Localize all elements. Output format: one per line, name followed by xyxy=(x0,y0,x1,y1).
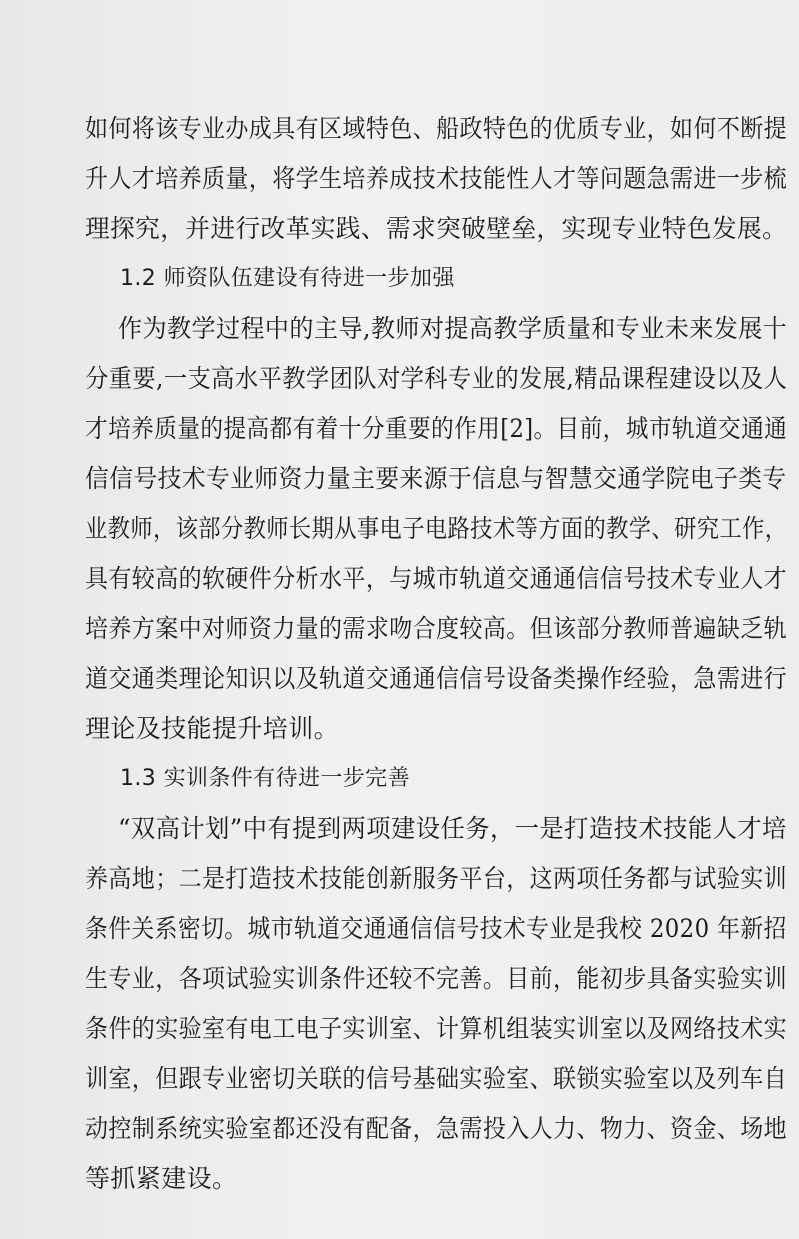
text-line: 具有较高的软硬件分析水平，与城市轨道交通通信信号技术专业人才 xyxy=(85,564,788,593)
text-line: 训室，但跟专业密切关联的信号基础实验室、联锁实验室以及列车自 xyxy=(85,1064,788,1093)
section-heading: 1.2 师资队伍建设有待进一步加强 xyxy=(120,266,455,291)
text-line: 如何将该专业办成具有区域特色、船政特色的优质专业，如何不断提 xyxy=(85,114,788,143)
text-line: 培养方案中对师资力量的需求吻合度较高。但该部分教师普遍缺乏轨 xyxy=(85,614,788,643)
text-line: 理探究，并进行改革实践、需求突破壁垒，实现专业特色发展。 xyxy=(85,214,788,243)
text-line: 信信号技术专业师资力量主要来源于信息与智慧交通学院电子类专 xyxy=(85,464,787,493)
text-line: 业教师，该部分教师长期从事电子电路技术等方面的教学、研究工作， xyxy=(85,514,788,543)
text-line: “双高计划”中有提到两项建设任务，一是打造技术技能人才培 xyxy=(118,814,787,843)
text-line: 作为教学过程中的主导,教师对提高教学质量和专业未来发展十 xyxy=(118,314,788,343)
text-line: 条件关系密切。城市轨道交通通信信号技术专业是我校 2020 年新招 xyxy=(85,914,787,943)
text-line: 理论及技能提升培训。 xyxy=(85,714,340,743)
text-line: 道交通类理论知识以及轨道交通通信信号设备类操作经验，急需进行 xyxy=(85,664,788,693)
text-line: 等抓紧建设。 xyxy=(85,1164,238,1193)
text-line: 养高地；二是打造技术技能创新服务平台，这两项任务都与试验实训 xyxy=(85,864,788,893)
text-line: 动控制系统实验室都还没有配备，急需投入人力、物力、资金、场地 xyxy=(85,1114,788,1143)
text-line: 分重要,一支高水平教学团队对学科专业的发展,精品课程建设以及人 xyxy=(85,364,788,393)
text-line: 生专业，各项试验实训条件还较不完善。目前，能初步具备实验实训 xyxy=(85,964,788,993)
section-heading: 1.3 实训条件有待进一步完善 xyxy=(120,766,410,791)
text-line: 升人才培养质量，将学生培养成技术技能性人才等问题急需进一步梳 xyxy=(85,164,788,193)
text-line: 条件的实验室有电工电子实训室、计算机组装实训室以及网络技术实 xyxy=(85,1014,788,1043)
text-line: 才培养质量的提高都有着十分重要的作用[2]。目前，城市轨道交通通 xyxy=(85,414,788,443)
